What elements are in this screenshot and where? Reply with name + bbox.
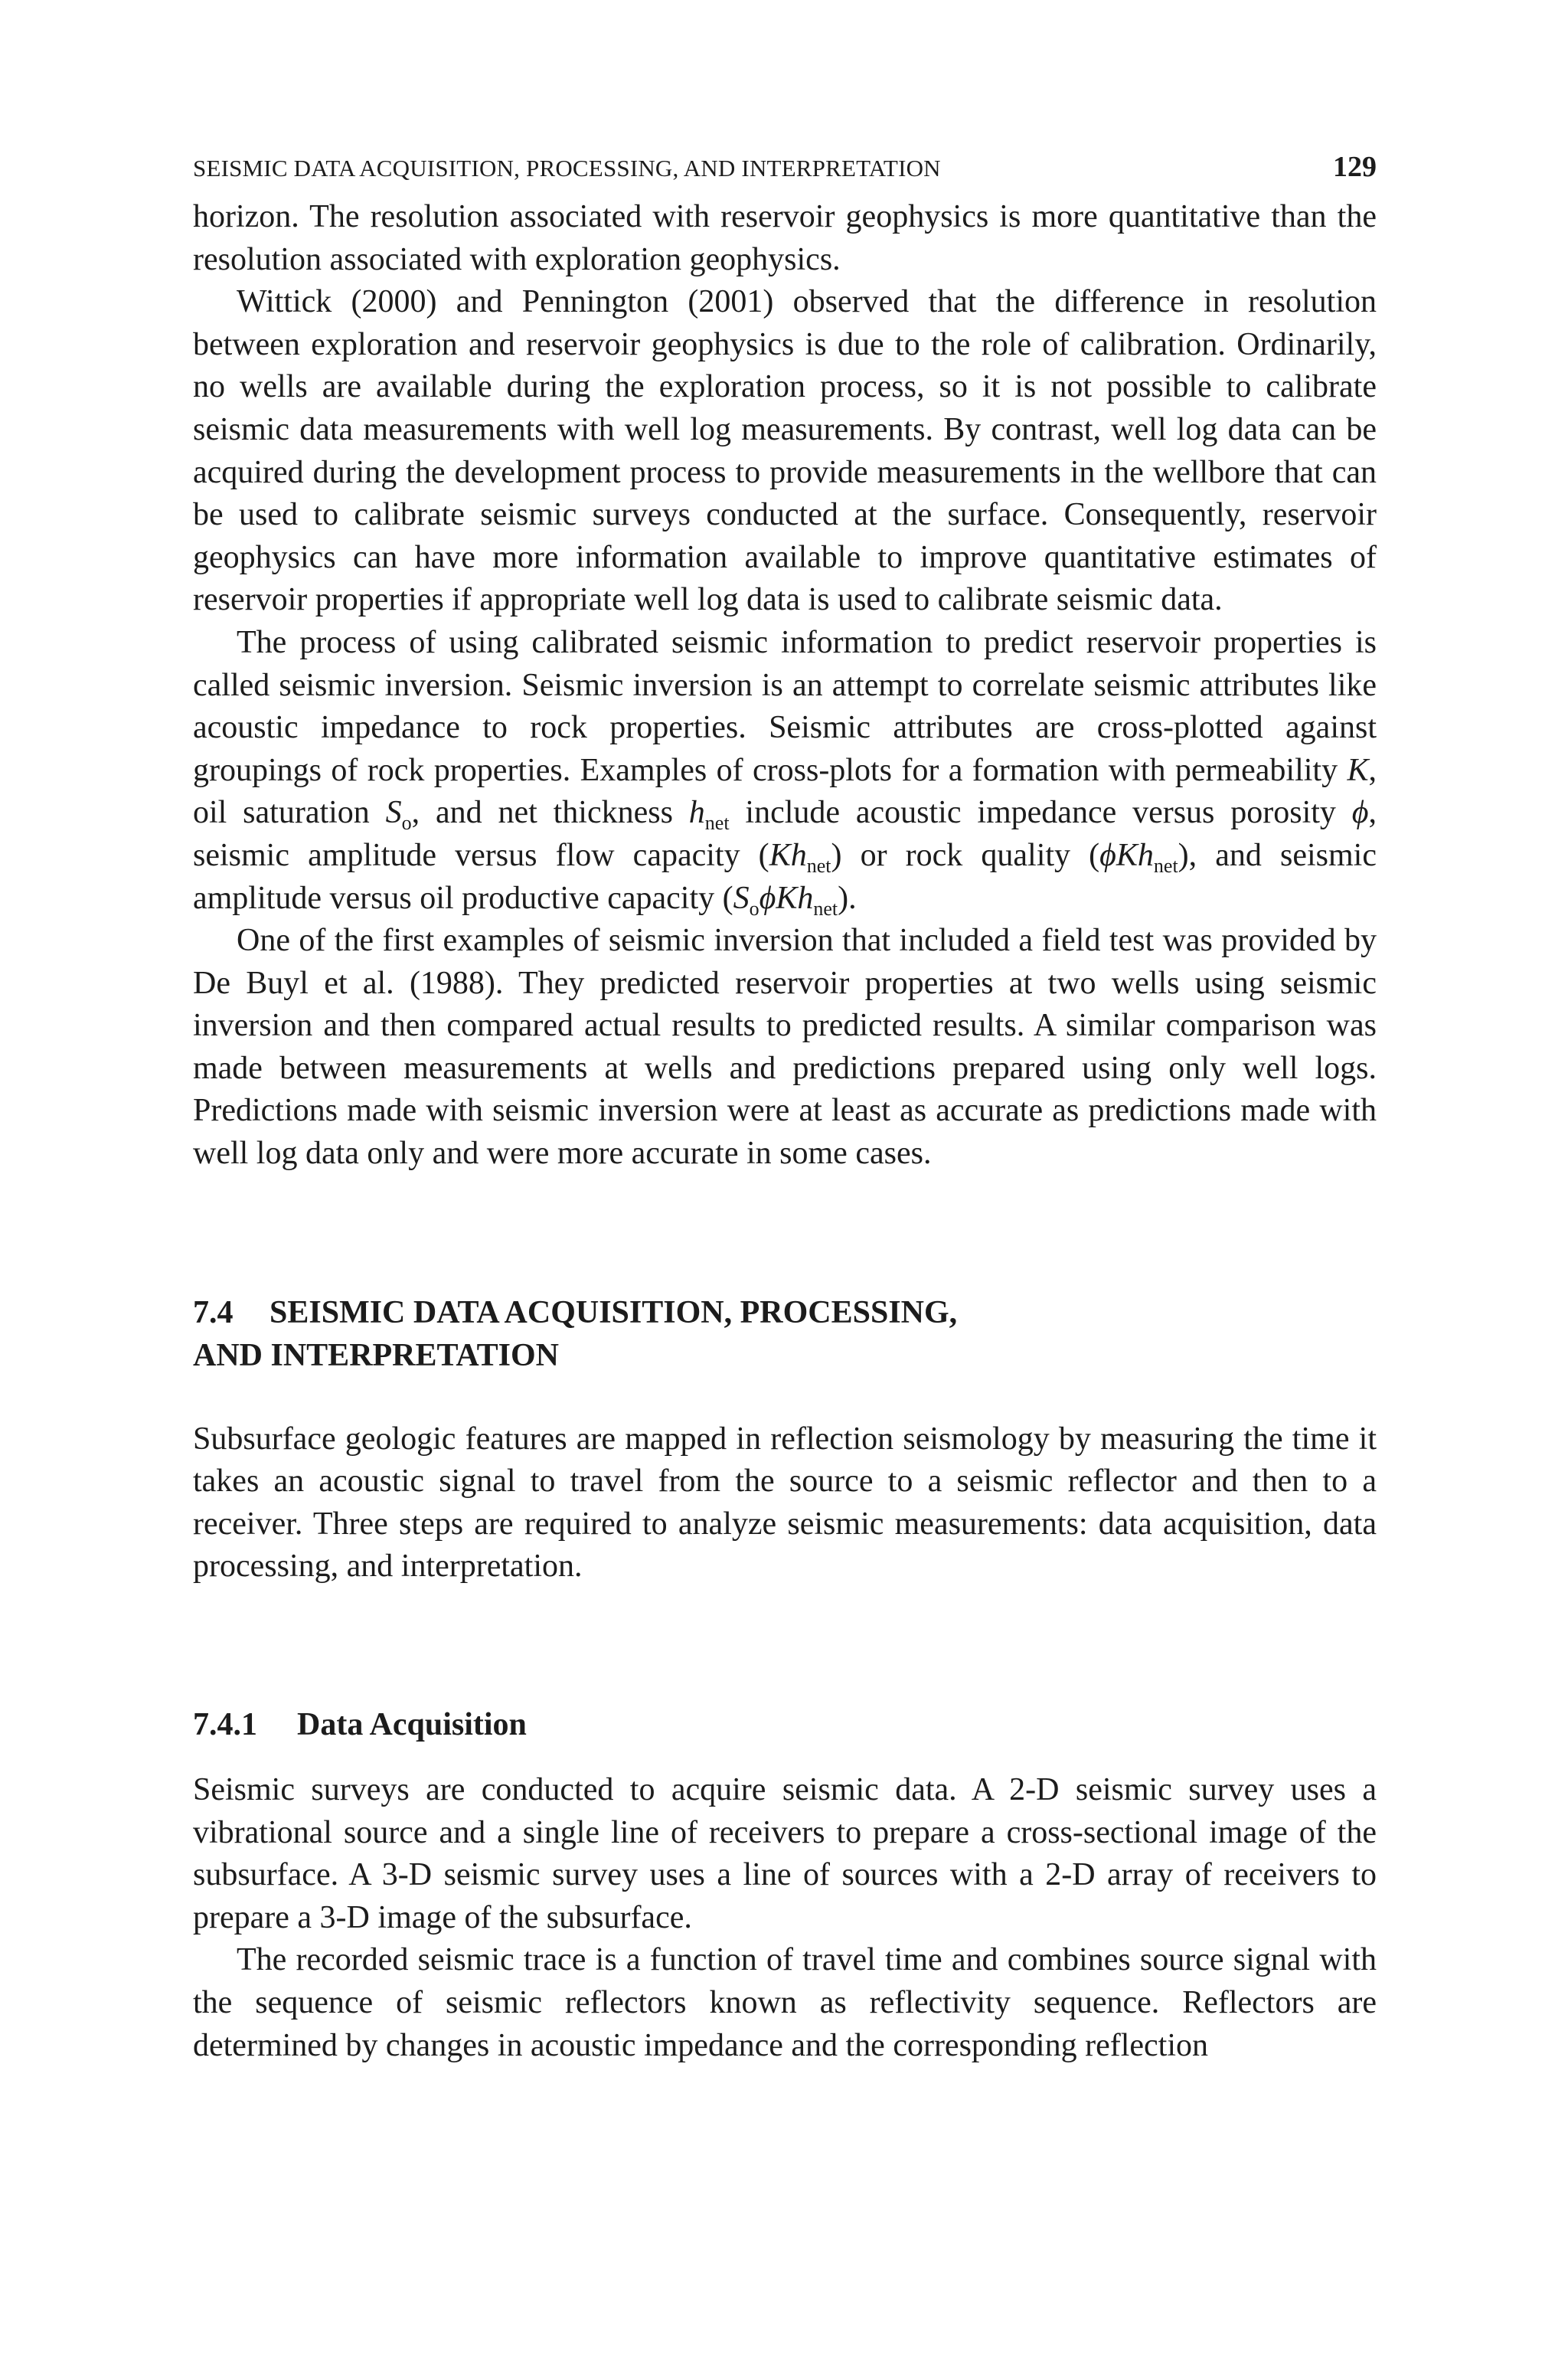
- body-text: [193, 196, 1377, 2067]
- book-page: [193, 150, 1377, 2067]
- paragraph-de-buyl: One of the first examples of seismic inversion that included a field test was provided by De Buyl et al. (1988). They predicted reservoir properties at two wells using seismic inversion and then compared actual results to predicted results. A similar comparison was made between measurements at wells and predictions prepared using only well logs. Predictions made with seismic inversion were at least as accurate as predictions made with well log data only and were more accurate in some cases.: [193, 923, 1377, 1172]
- paragraph-surveys: Seismic surveys are conducted to acquire seismic data. A 2-D seismic survey uses a vibrational source and a single line of receivers to prepare a cross-sectional image of the subsurface. A 3-D seismic survey uses a line of sources with a 2-D array of receivers to prepare a 3-D image of the subsurface.: [193, 1772, 1377, 1935]
- paragraph-horizon: horizon. The resolution associated with reservoir geophysics is more quantitative than the resolution associated with exploration geophysics.: [193, 199, 1377, 277]
- running-head: [193, 150, 1377, 196]
- section-number: 7.4: [193, 1294, 234, 1330]
- section-title-line2: AND INTERPRETATION: [193, 1337, 559, 1373]
- symbol-porosity: ϕ: [1351, 795, 1369, 831]
- symbol-net-thickness: h: [688, 795, 705, 831]
- paragraph-seismic-trace: The recorded seismic trace is a function of travel time and combines source signal with the sequence of seismic reflectors known as reflectivity sequence. Reflectors are determined by changes in acoustic impedance and the corresponding reflection: [193, 1942, 1377, 2063]
- symbol-productive-capacity: ϕKh: [759, 880, 814, 916]
- subsection-heading: [193, 1703, 1377, 1746]
- symbol-flow-capacity: Kh: [769, 837, 807, 873]
- paragraph-wittick: Wittick (2000) and Pennington (2001) observed that the difference in resolution between exploration and reservoir geophysics is due to the role of calibration. Ordinarily, no wells are available during the exploration process, so it is not possible to calibrate seismic data measurements with well log measurements. By contrast, well log data can be acquired during the development process to provide measurements in the wellbore that can be used to calibrate seismic surveys conducted at the surface. Consequently, reservoir geophysics can have more information available to improve quantitative estimates of reservoir properties if appropriate well log data is used to calibrate seismic data.: [193, 284, 1377, 618]
- paragraph-section-intro: Subsurface geologic features are mapped in reflection seismology by measuring the time it takes an acoustic signal to travel from the source to a seismic reflector and then to a receiver. Three steps are required to analyze seismic measurements: data acquisition, data processing, and interpretation.: [193, 1421, 1377, 1585]
- section-title-line1: SEISMIC DATA ACQUISITION, PROCESSING,: [270, 1294, 958, 1330]
- subsection-number: 7.4.1: [193, 1707, 257, 1743]
- symbol-oil-saturation: S: [385, 795, 402, 831]
- subsection-title: Data Acquisition: [297, 1707, 527, 1743]
- running-title: SEISMIC DATA ACQUISITION, PROCESSING, AND INTERPRETATION: [193, 155, 941, 182]
- section-heading: [193, 1291, 1377, 1377]
- page-number: 129: [1333, 151, 1377, 183]
- paragraph-seismic-inversion: The process of using calibrated seismic information to predict reservoir properties is called seismic inversion. Seismic inversion is an attempt to correlate seismic attributes like acoustic impedance to rock properties. Seismic attributes are cross-plotted against groupings of rock properties. Examples of cross-plots for a formation with permeability K, oil saturation $S_o$, and net thickness $h_{net}$ include acoustic impedance versus porosity ϕ, seismic amplitude versus flow capacity $(Kh_{net})$ or rock quality (ϕKh$_{net}$), and seismic amplitude versus oil productive capacity $(S_o\phi Kh_{net})$.: [193, 624, 1377, 920]
- symbol-permeability: K: [1347, 752, 1369, 788]
- symbol-rock-quality: ϕKh: [1099, 837, 1154, 873]
